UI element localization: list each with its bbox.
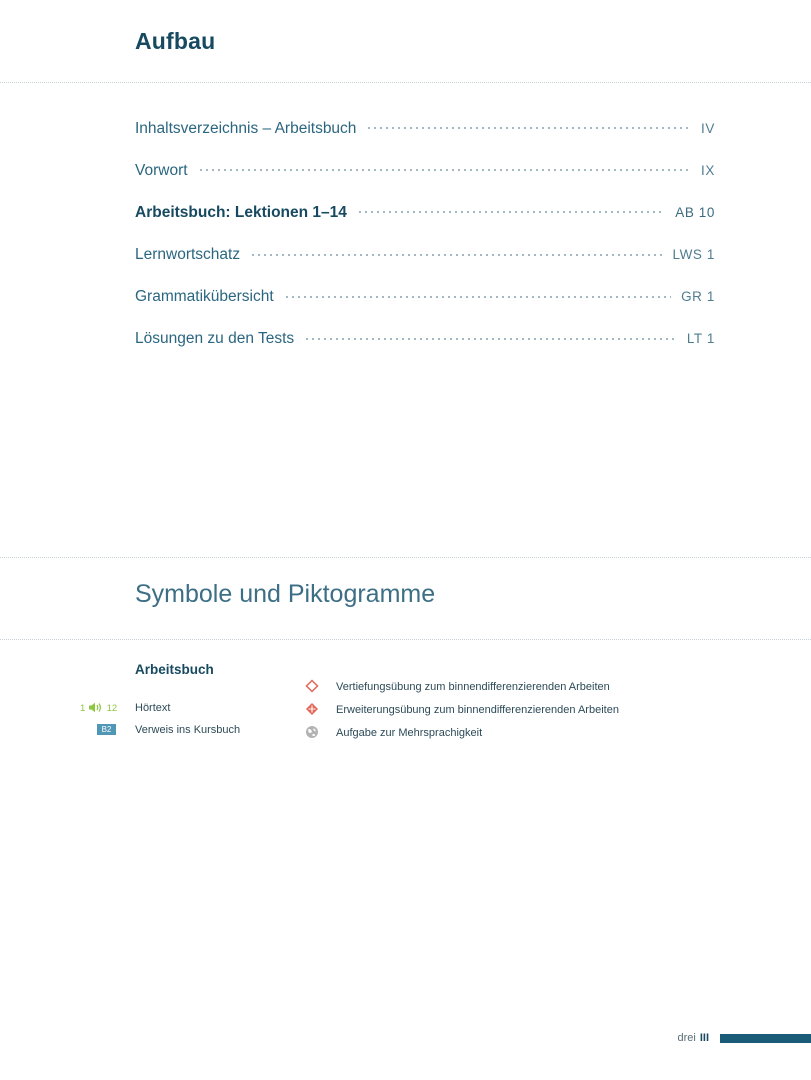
dot-leader — [250, 244, 662, 260]
audio-marker-cd: 1 — [80, 703, 86, 714]
toc-entry[interactable] — [135, 286, 715, 328]
toc-entry[interactable] — [135, 117, 715, 159]
toc-entry-page: IV — [701, 120, 715, 136]
toc-entry-page: LT 1 — [686, 331, 715, 347]
table-of-contents — [135, 117, 715, 370]
diamond-filled-icon — [305, 702, 319, 716]
toc-entry-label: Vorwort — [135, 161, 188, 179]
toc-entry-page: AB 10 — [675, 204, 715, 220]
dot-leader — [366, 117, 691, 133]
speaker-icon — [88, 702, 104, 713]
globe-icon — [305, 725, 319, 739]
page-title: Aufbau — [135, 28, 216, 54]
toc-entry[interactable] — [135, 159, 715, 201]
reference-symbol-label: Verweis ins Kursbuch — [135, 724, 241, 736]
dot-leader — [304, 328, 677, 344]
toc-entry-label: Inhaltsverzeichnis – Arbeitsbuch — [135, 119, 357, 137]
audio-symbol-label: Hörtext — [135, 702, 171, 714]
symbol-label-multilingual: Aufgabe zur Mehrsprachigkeit — [336, 727, 483, 739]
symbols-subheading: Arbeitsbuch — [135, 662, 214, 677]
dot-leader — [198, 159, 691, 175]
section-title: Symbole und Piktogramme — [135, 580, 436, 608]
toc-entry[interactable] — [135, 201, 715, 243]
symbol-label-extension: Erweiterungsübung zum binnendifferenzierenden Arbeiten — [336, 704, 619, 716]
toc-entry-page: LWS 1 — [672, 247, 715, 263]
toc-entry-label: Grammatikübersicht — [135, 288, 274, 306]
toc-entry-label: Lösungen zu den Tests — [135, 330, 295, 348]
toc-entry-page: IX — [701, 162, 715, 178]
toc-entry-page: GR 1 — [681, 289, 715, 305]
symbol-label-deepening: Vertiefungsübung zum binnendifferenzierenden Arbeiten — [336, 681, 610, 693]
toc-entry-label: Arbeitsbuch: Lektionen 1–14 — [135, 203, 347, 221]
toc-entry[interactable] — [135, 244, 715, 286]
coursebook-reference-badge: B2 — [97, 724, 116, 735]
dot-leader — [284, 286, 671, 302]
toc-entry[interactable] — [135, 328, 715, 370]
footer-accent-bar — [720, 1034, 811, 1043]
page-number-word: drei — [677, 1032, 696, 1044]
audio-track-marker — [80, 702, 117, 714]
dot-leader — [357, 201, 665, 217]
page-number-roman: III — [699, 1032, 709, 1044]
divider — [0, 557, 811, 558]
audio-marker-track: 12 — [106, 703, 118, 714]
page-footer — [677, 1032, 709, 1044]
divider — [0, 82, 811, 83]
diamond-outline-icon — [305, 679, 319, 693]
divider — [0, 639, 811, 640]
toc-entry-label: Lernwortschatz — [135, 246, 241, 264]
